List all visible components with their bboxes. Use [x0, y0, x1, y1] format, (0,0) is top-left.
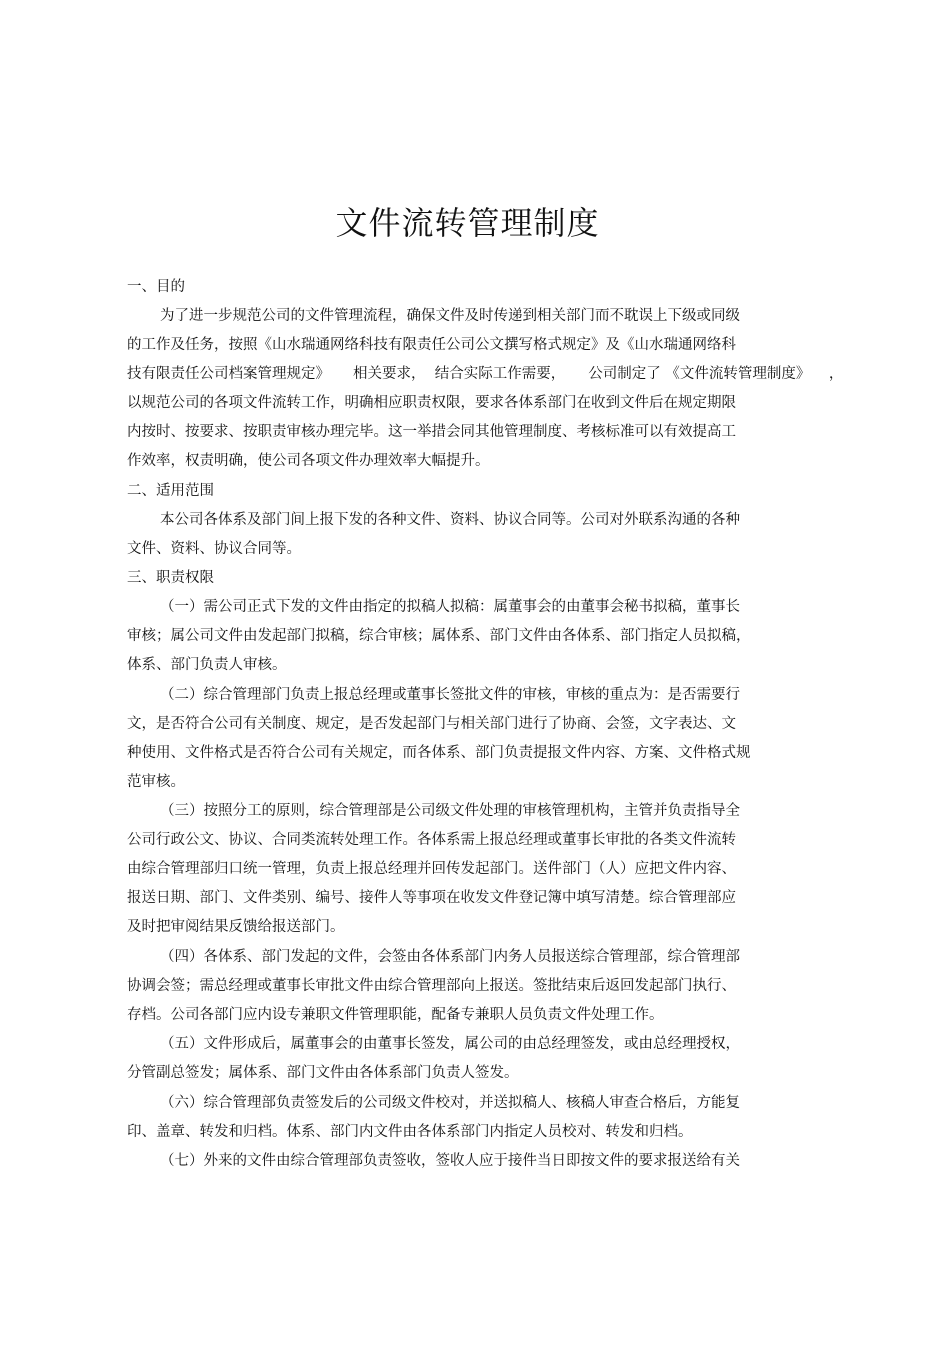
paragraph-line: 内按时、按要求、按职责审核办理完毕。这一举措会同其他管理制度、考核标准可以有效提高工	[127, 424, 736, 440]
paragraph-line: 审核；属公司文件由发起部门拟稿，综合审核；属体系、部门文件由各体系、部门指定人员拟稿，	[127, 628, 751, 644]
paragraph-line: （二）综合管理部门负责上报总经理或董事长签批文件的审核，审核的重点为：是否需要行	[160, 687, 740, 703]
paragraph-line: （四）各体系、部门发起的文件，会签由各体系部门内务人员报送综合管理部，综合管理部	[160, 949, 740, 965]
paragraph-line: 技有限责任公司档案管理规定》 相关要求， 结合实际工作需要， 公司制定了 《文件流转管理制度》 ，	[127, 366, 844, 382]
paragraph-line: （一）需公司正式下发的文件由指定的拟稿人拟稿：属董事会的由董事会秘书拟稿，董事长	[160, 599, 740, 615]
paragraph-line: 的工作及任务，按照《山水瑞通网络科技有限责任公司公文撰写格式规定》及《山水瑞通网络科	[127, 337, 736, 353]
paragraph-line: （七）外来的文件由综合管理部负责签收，签收人应于接件当日即按文件的要求报送给有关	[160, 1153, 740, 1169]
paragraph-line: 文件、资料、协议合同等。	[127, 541, 301, 557]
paragraph-line: 由综合管理部归口统一管理，负责上报总经理并回传发起部门。送件部门（人）应把文件内容、	[127, 861, 736, 877]
paragraph-line: （五）文件形成后，属董事会的由董事长签发，属公司的由总经理签发，或由总经理授权，	[160, 1036, 740, 1052]
paragraph-line: 公司行政公文、协议、合同类流转处理工作。各体系需上报总经理或董事长审批的各类文件流转	[127, 832, 736, 848]
paragraph-line: 及时把审阅结果反馈给报送部门。	[127, 919, 345, 935]
paragraph-line: 分管副总签发；属体系、部门文件由各体系部门负责人签发。	[127, 1065, 519, 1081]
section-heading: 三、职责权限	[127, 570, 214, 586]
paragraph-line: 文，是否符合公司有关制度、规定，是否发起部门与相关部门进行了协商、会签，文字表达、文	[127, 716, 736, 732]
section-heading: 二、适用范围	[127, 483, 214, 499]
page-title: 文件流转管理制度	[335, 204, 600, 242]
paragraph-line: 为了进一步规范公司的文件管理流程，确保文件及时传递到相关部门而不耽误上下级或同级	[160, 308, 740, 324]
paragraph-line: 本公司各体系及部门间上报下发的各种文件、资料、协议合同等。公司对外联系沟通的各种	[160, 512, 740, 528]
paragraph-line: 作效率，权责明确，使公司各项文件办理效率大幅提升。	[127, 453, 490, 469]
paragraph-line: 报送日期、部门、文件类别、编号、接件人等事项在收发文件登记簿中填写清楚。综合管理部应	[127, 890, 736, 906]
paragraph-line: 以规范公司的各项文件流转工作，明确相应职责权限，要求各体系部门在收到文件后在规定期限	[127, 395, 736, 411]
paragraph-line: 体系、部门负责人审核。	[127, 657, 287, 673]
paragraph-line: 存档。公司各部门应内设专兼职文件管理职能，配备专兼职人员负责文件处理工作。	[127, 1007, 664, 1023]
paragraph-line: （六）综合管理部负责签发后的公司级文件校对，并送拟稿人、核稿人审查合格后，方能复	[160, 1095, 740, 1111]
section-heading: 一、目的	[127, 279, 185, 295]
paragraph-line: 范审核。	[127, 774, 185, 790]
paragraph-line: 种使用、文件格式是否符合公司有关规定，而各体系、部门负责提报文件内容、方案、文件格式规	[127, 745, 751, 761]
paragraph-line: 印、盖章、转发和归档。体系、部门内文件由各体系部门内指定人员校对、转发和归档。	[127, 1124, 693, 1140]
paragraph-line: 协调会签；需总经理或董事长审批文件由综合管理部向上报送。签批结束后返回发起部门执行、	[127, 978, 736, 994]
paragraph-line: （三）按照分工的原则，综合管理部是公司级文件处理的审核管理机构，主管并负责指导全	[160, 803, 740, 819]
